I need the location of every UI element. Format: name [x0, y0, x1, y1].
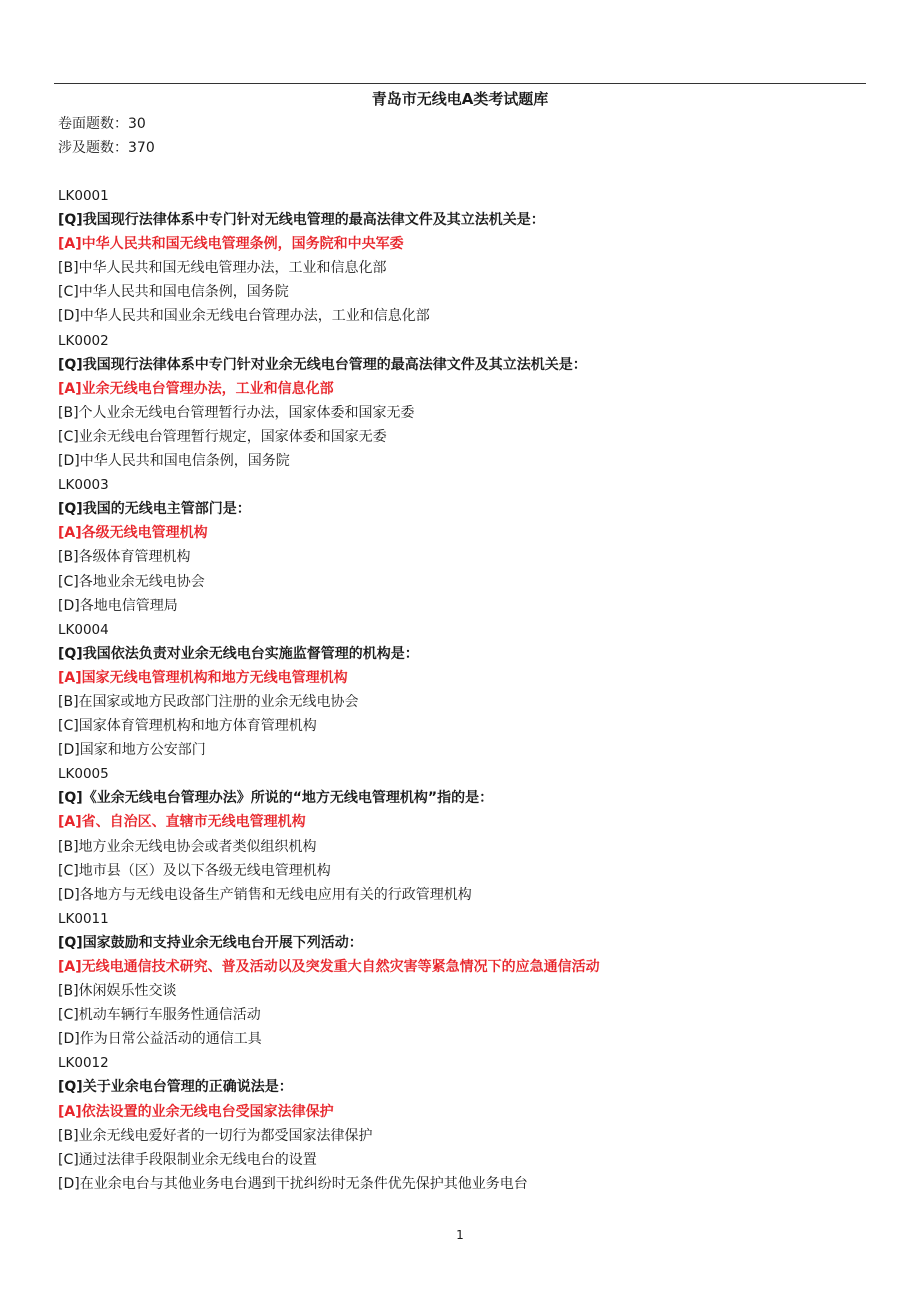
- option-d: [D]国家和地方公安部门: [58, 742, 206, 759]
- question-code: LK0002: [58, 332, 109, 349]
- question-text: [Q]我国依法负责对业余无线电台实施监督管理的机构是：: [58, 645, 419, 662]
- question-item: [58, 329, 878, 474]
- option-b: [B]中华人民共和国无线电管理办法，工业和信息化部: [58, 260, 387, 277]
- question-text: [Q]关于业余电台管理的正确说法是：: [58, 1079, 293, 1096]
- question-item: [58, 1051, 878, 1196]
- question-item: [58, 473, 878, 618]
- question-list: [58, 184, 878, 1196]
- question-text: [Q]我国现行法律体系中专门针对无线电管理的最高法律文件及其立法机关是：: [58, 212, 545, 229]
- correct-answer: [A]中华人民共和国无线电管理条例，国务院和中央军委: [58, 236, 404, 253]
- option-b: [B]各级体育管理机构: [58, 549, 191, 566]
- option-c: [C]国家体育管理机构和地方体育管理机构: [58, 718, 317, 735]
- option-d: [D]中华人民共和国业余无线电台管理办法，工业和信息化部: [58, 308, 430, 325]
- question-code: LK0005: [58, 766, 109, 783]
- question-code: LK0012: [58, 1055, 109, 1072]
- option-d: [D]各地电信管理局: [58, 597, 178, 614]
- question-text: [Q]国家鼓励和支持业余无线电台开展下列活动：: [58, 934, 363, 951]
- option-b: [B]在国家或地方民政部门注册的业余无线电协会: [58, 693, 359, 710]
- correct-answer: [A]依法设置的业余无线电台受国家法律保护: [58, 1103, 334, 1120]
- option-c: [C]业余无线电台管理暂行规定，国家体委和国家无委: [58, 428, 387, 445]
- correct-answer: [A]国家无线电管理机构和地方无线电管理机构: [58, 669, 348, 686]
- question-text: [Q]我国现行法律体系中专门针对业余无线电台管理的最高法律文件及其立法机关是：: [58, 356, 587, 373]
- question-code: LK0004: [58, 621, 109, 638]
- correct-answer: [A]省、自治区、直辖市无线电管理机构: [58, 814, 306, 831]
- question-code: LK0011: [58, 910, 109, 927]
- option-b: [B]业余无线电爱好者的一切行为都受国家法律保护: [58, 1127, 373, 1144]
- question-code: LK0001: [58, 188, 109, 204]
- option-c: [C]各地业余无线电协会: [58, 573, 205, 590]
- option-d: [D]在业余电台与其他业务电台遇到干扰纠纷时无条件优先保护其他业务电台: [58, 1175, 528, 1192]
- option-d: [D]各地方与无线电设备生产销售和无线电应用有关的行政管理机构: [58, 886, 472, 903]
- option-c: [C]机动车辆行车服务性通信活动: [58, 1007, 261, 1024]
- option-c: [C]通过法律手段限制业余无线电台的设置: [58, 1151, 317, 1168]
- option-c: [C]地市县（区）及以下各级无线电管理机构: [58, 862, 331, 879]
- question-item: [58, 618, 878, 763]
- correct-answer: [A]各级无线电管理机构: [58, 525, 208, 542]
- option-c: [C]中华人民共和国电信条例，国务院: [58, 284, 289, 301]
- question-text: [Q]我国的无线电主管部门是：: [58, 501, 251, 518]
- exam-meta: [58, 112, 155, 160]
- total-question-count: 涉及题数：370: [58, 140, 155, 156]
- question-item: [58, 907, 878, 1052]
- option-d: [D]作为日常公益活动的通信工具: [58, 1031, 262, 1048]
- correct-answer: [A]业余无线电台管理办法，工业和信息化部: [58, 380, 334, 397]
- paper-question-count: 卷面题数：30: [58, 116, 146, 132]
- question-text: [Q]《业余无线电台管理办法》所说的“地方无线电管理机构”指的是：: [58, 790, 494, 807]
- page-number: 1: [456, 1228, 464, 1242]
- document-title: 青岛市无线电A类考试题库: [371, 90, 549, 108]
- option-b: [B]休闲娱乐性交谈: [58, 983, 177, 1000]
- option-d: [D]中华人民共和国电信条例，国务院: [58, 453, 290, 470]
- question-item: [58, 762, 878, 907]
- question-item: [58, 184, 878, 329]
- correct-answer: [A]无线电通信技术研究、普及活动以及突发重大自然灾害等紧急情况下的应急通信活动: [58, 959, 600, 975]
- question-code: LK0003: [58, 477, 109, 494]
- option-b: [B]个人业余无线电台管理暂行办法，国家体委和国家无委: [58, 404, 415, 421]
- option-b: [B]地方业余无线电协会或者类似组织机构: [58, 838, 317, 855]
- header-rule: [54, 83, 866, 84]
